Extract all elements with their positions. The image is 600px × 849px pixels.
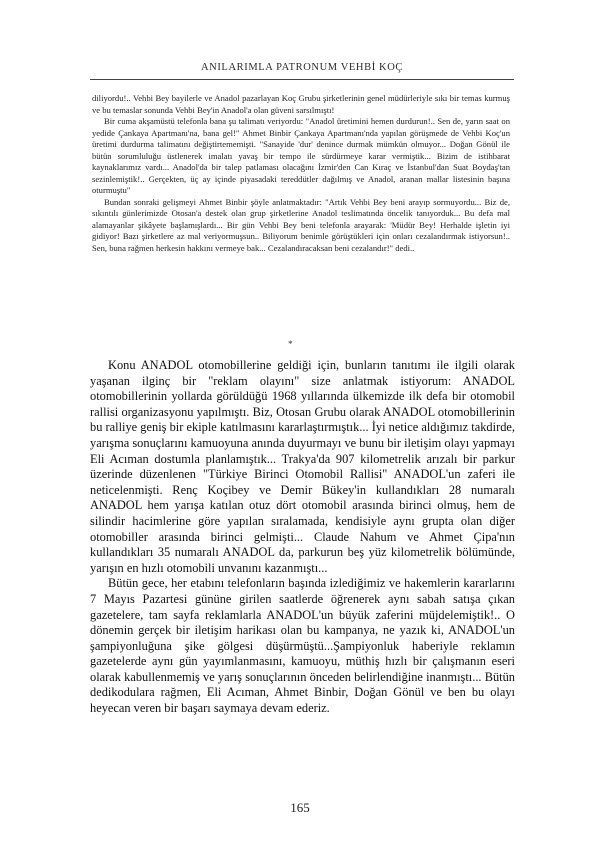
running-header: ANILARIMLA PATRONUM VEHBİ KOÇ <box>200 62 404 73</box>
body-paragraph: Bütün gece, her etabını telefonların başında izlediğimiz ve hakemlerin kararlarını 7 Mayıs Pazartesi gününe girilen saatlerde öğrenerek aynı sabah satışa çıkan gazetelere, tam sayfa reklamlarla ANADOL'un büyük zaferini müjdelemiştik!.. O dönemin gerçek bir iletişim harikası olan bu kampanya, ne yazık ki, ANADOL'un şampiyonluğuna şike gölgesi düşürmüştü...Şampiyonluk haberiyle reklamın gazetelerde aynı gün yayımlanmasını, kamuoyu, müthiş hızlı bir çalışmanın eseri olarak kabullenmemiş ve yarış sonuçlarının önceden belirlendiğine inanmıştı... Bütün dedikodulara rağmen, Eli Acıman, Ahmet Binbir, Doğan Gönül ve ben bu olayı heyecan veren bir başarı saymaya devam ederiz. <box>90 576 515 716</box>
section-separator: * <box>288 339 293 349</box>
quote-paragraph: diliyordu!.. Vehbi Bey bayilerle ve Anadol pazarlayan Koç Grubu şirketlerinin genel müdürleriyle sıkı bir temas kurmuş ve bu temaslar sonunda Vehbi Bey'in Anadol'a olan güveni sarsılmıştı! <box>92 93 510 115</box>
page-number: 165 <box>290 800 310 815</box>
quoted-passage <box>92 93 510 254</box>
body-paragraph: Konu ANADOL otomobillerine geldiği için, bunların tanıtımı ile ilgili olarak yaşanan ilginç bir "reklam olayını" size anlatmak istiyorum: ANADOL otomobillerinin yollarda görüldüğü 1968 yıllarında ülkemizde ilk defa bir otomobil rallisi organizasyonu yapılmıştı. Biz, Otosan Grubu olarak ANADOL otomobillerinin bu ralliye geniş bir ekiple katılmasını kararlaştırmıştık... İyi netice aldığımız takdirde, yarışma sonuçlarını kamuoyuna anında duyurmayı ve bunu bir iletişim olayı yapmayı Eli Acıman dostumla planlamıştık... Trakya'da 907 kilometrelik arızalı bir parkur üzerinde düzenlenen "Türkiye Birinci Otomobil Rallisi" ANADOL'un zaferi ile neticelenmişti. Renç Koçibey ve Demir Bükey'in kullandıkları 28 numaralı ANADOL hem yarışa katılan otuz dört otomobil arasında birinci olmuş, hem de silindir hacimlerine göre yapılan sıralamada, kendisiyle aynı grupta olan diğer otomobiller arasında birinci gelmişti... Claude Nahum ve Ahmet Çipa'nın kullandıkları 35 numaralı ANADOL da, parkurun beş yüz kilometrelik bölümünde, yarışın en hızlı otomobili unvanını kazanmıştı... <box>90 358 515 575</box>
quote-paragraph: Bir cuma akşamüstü telefonla bana şu talimatı veriyordu: "Anadol üretimini hemen durdurun!.. Sen de, yarın saat on yedide Çankaya Apartmanı'na, bana gel!" Ahmet Binbir Çankaya Apartmanı'nda yapılan görüşmede de Vehbi Koç'un üretimi durdurma talimatını değiştirtememişti. "Sanayide 'dur' denince durmak mümkün olmuyor... Doğan Gönül ile bütün sorumluluğu üstlenerek imalatı yavaş bir tempo ile sürdürmeye karar vermiştik... Bizim de istihbarat kaynaklarımız vardı... Anadol'da bir talep patlaması olacağını İzmir'den Can Kıraç ve İstanbul'dan Suat Boydaş'tan sezinlemiştik!.. Gerçekten, üç ay içinde piyasadaki tereddütler dağılmış ve Anadol, aranan mallar listesinin başına oturmuştu" <box>92 116 510 195</box>
header-rule <box>90 79 514 80</box>
quote-paragraph: Bundan sonraki gelişmeyi Ahmet Binbir şöyle anlatmaktadır: "Artık Vehbi Bey beni arayıp sormuyordu... Biz de, sıkıntılı günlerimizde Otosan'a destek olan grup şirketlerine Anadol teslimatında öncelik tanıyorduk... Bu defa mal alamayanlar şikâyete başlamışlardı... Bir gün Vehbi Bey beni telefonla arayarak: 'Müdür Bey! Herhalde işletin iyi gidiyor! Bazı şirketlere az mal veriyormuşsun.. Biliyorum benimle görüştükleri için onları cezalandırmak istiyorsun!.. Sen, buna rağmen herkesin hakkını vermeye bak... Cezalandıracaksan beni cezalandır!" dedi.. <box>92 196 510 253</box>
main-text <box>90 358 515 717</box>
